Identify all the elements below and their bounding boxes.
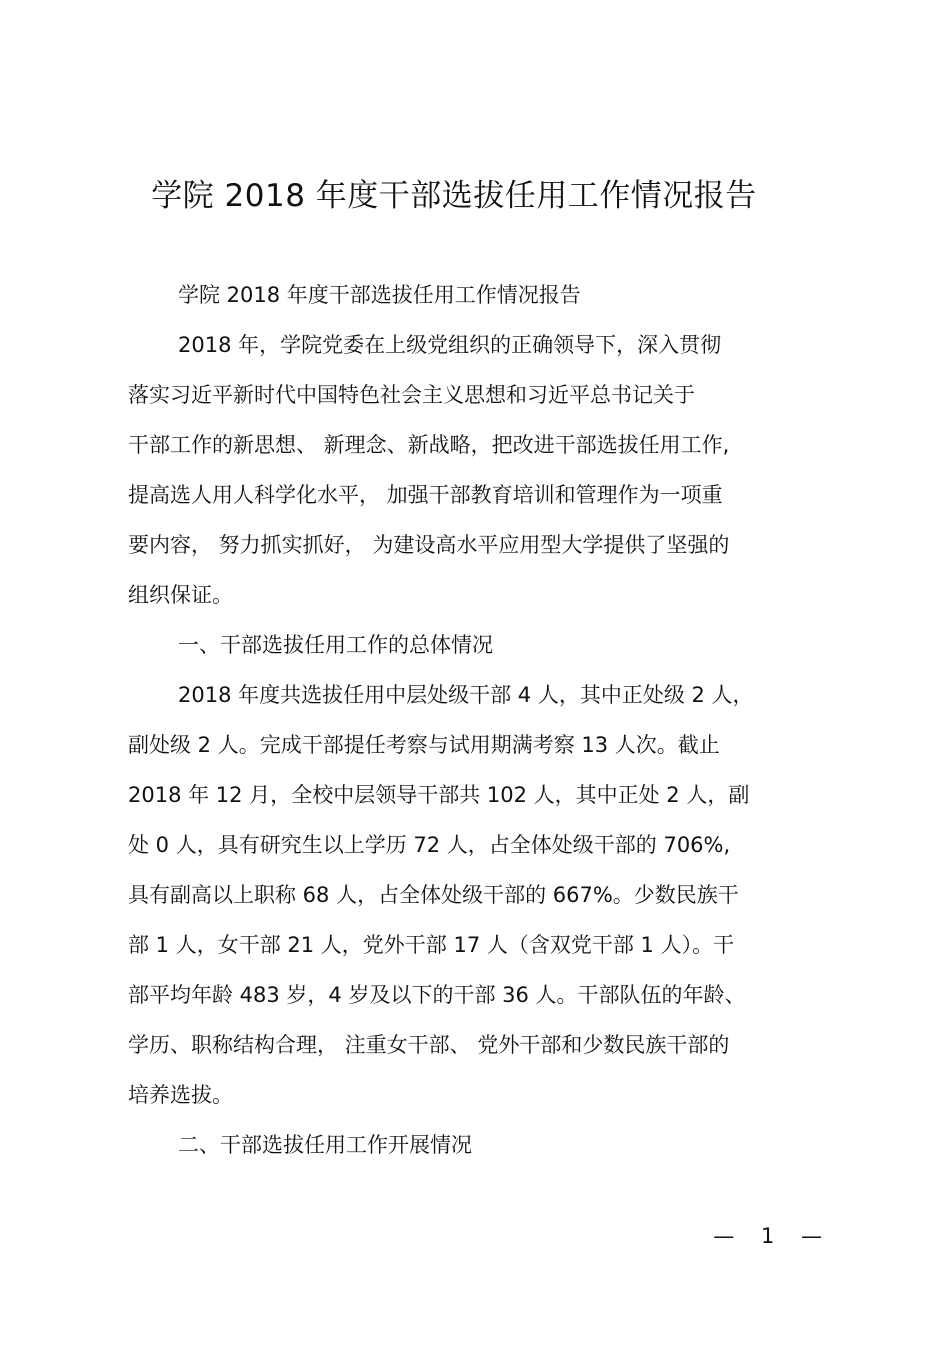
body-line: 处 0 人，具有研究生以上学历 72 人，占全体处级干部的 706%,	[128, 833, 731, 857]
body-line: 学历、职称结构合理， 注重女干部、 党外干部和少数民族干部的	[128, 1033, 730, 1057]
body-line: 2018 年，学院党委在上级党组织的正确领导下，深入贯彻	[178, 333, 722, 357]
document-body	[128, 270, 848, 1170]
body-line: 要内容， 努力抓实抓好， 为建设高水平应用型大学提供了坚强的	[128, 533, 730, 557]
section-heading-1: 一、干部选拔任用工作的总体情况	[178, 633, 493, 657]
body-line: 2018 年度共选拔任用中层处级干部 4 人，其中正处级 2 人，	[178, 683, 754, 707]
body-line: 副处级 2 人。完成干部提任考察与试用期满考察 13 人次。截止	[128, 733, 720, 757]
section-heading-2: 二、干部选拔任用工作开展情况	[178, 1133, 472, 1157]
body-line: 组织保证。	[128, 583, 233, 607]
document-title: 学院 2018 年度干部选拔任用工作情况报告	[151, 178, 757, 214]
page-number: — 1 —	[713, 1224, 832, 1248]
body-line: 具有副高以上职称 68 人，占全体处级干部的 667%。少数民族干	[128, 883, 739, 907]
body-line: 培养选拔。	[128, 1083, 233, 1107]
body-line: 2018 年 12 月，全校中层领导干部共 102 人，其中正处 2 人，副	[128, 783, 750, 807]
body-line: 部平均年龄 483 岁，4 岁及以下的干部 36 人。干部队伍的年龄、	[128, 983, 746, 1007]
body-line: 落实习近平新时代中国特色社会主义思想和习近平总书记关于	[128, 383, 695, 407]
repeat-title-line: 学院 2018 年度干部选拔任用工作情况报告	[178, 283, 581, 307]
body-line: 部 1 人，女干部 21 人，党外干部 17 人（含双党干部 1 人）。干	[128, 933, 735, 957]
body-line: 提高选人用人科学化水平， 加强干部教育培训和管理作为一项重	[128, 483, 723, 507]
body-line: 干部工作的新思想、 新理念、新战略，把改进干部选拔任用工作,	[128, 433, 730, 457]
